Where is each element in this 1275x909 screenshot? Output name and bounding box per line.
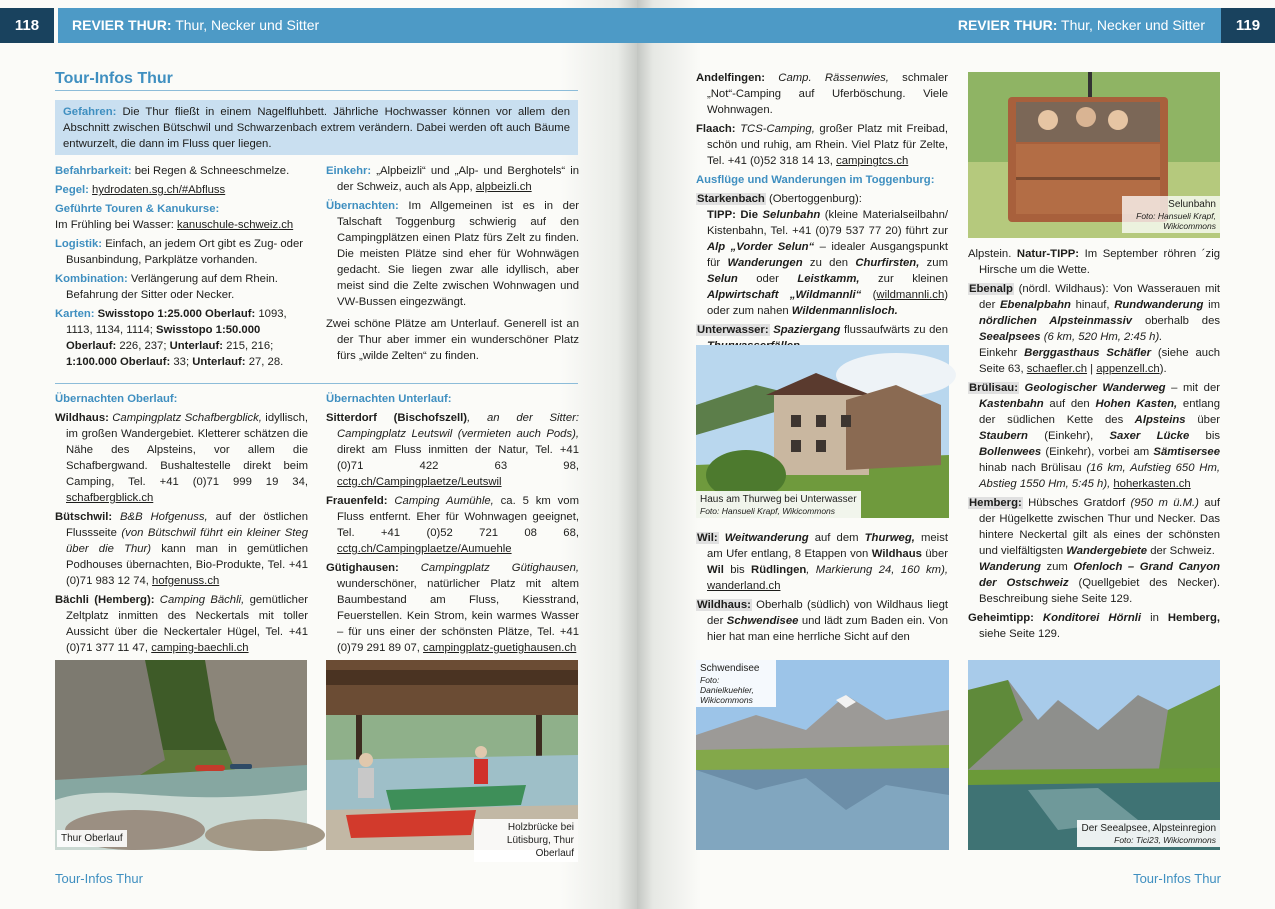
running-footer: Tour-Infos Thur <box>1133 871 1221 886</box>
aumuehle-link[interactable]: cctg.ch/Campingplaetze/Aumuehle <box>337 543 512 555</box>
hoherkasten-link[interactable]: hoherkasten.ch <box>1113 478 1191 490</box>
unterlauf-column: Übernachten Unterlauf: Sitterdorf (Bischofszell), an der Sitter: Campingplatz Leutswil (vermieten auch Pods), direkt am Fluss inmitten der Natur, Tel. +41 (0)71 422 63 98, cctg.ch/Campingplaetze/Leutswil Frauenfeld: Camping Aumühle, ca. 5 km vom Fluss entfernt. Eher für Wohnwagen geeignet, Tel. +41 (0)52 721 08 68, cctg.ch/Campingplaetze/Aumuehle Gütighausen: Campingplatz Gütighausen, wunderschöner, natürlicher Platz mit altem Baumbestand am Fluss, Kiesstrand, Feuerstellen. Kein Strom, kein warmes Wasser – für uns einer der schönsten Plätze, Tel. +41 (0)79 291 89 07, campingplatz-guetighausen.ch <box>326 393 580 654</box>
appenzell-link[interactable]: appenzell.ch <box>1096 363 1160 375</box>
wanderland-link[interactable]: wanderland.ch <box>707 580 781 592</box>
photo-schwendisee <box>696 660 949 850</box>
leutswil-link[interactable]: cctg.ch/Campingplaetze/Leutswil <box>337 476 502 488</box>
divider <box>55 90 578 91</box>
right-page <box>637 0 1275 909</box>
photo-caption: Haus am Thurweg bei Unterwasser Foto: Hansueli Krapf, Wikicommons <box>696 491 861 518</box>
running-footer: Tour-Infos Thur <box>55 871 143 886</box>
photo-caption: Thur Oberlauf <box>57 830 127 847</box>
alpbeizli-link[interactable]: alpbeizli.ch <box>475 181 532 193</box>
section-title: Tour-Infos Thur <box>55 70 173 87</box>
photo-seealpsee <box>968 660 1220 850</box>
oberlauf-column: Übernachten Oberlauf: Wildhaus: Campingplatz Schafbergblick, idyllisch, im großen Wandergebiet. Kletterer schätzen die Nähe des Alpsteins, vor allem die Schafbergwand. Bushaltestelle direkt beim Camping, Tel. +41 (0)71 999 19 34, schafbergblick.ch Bütschwil: B&B Hofgenuss, auf der östlichen Flussseite (von Bütschwil führt ein kleiner Steg über die Thur) kann man in gemütlichen Podhouses übernachten, Bio-Produkte, Tel. +41 (0)71 983 12 74, hofgenuss.ch Bächli (Hemberg): Camping Bächli, gemütlicher Zeltplatz inmitten des Neckertals mit toller Aussicht über die Neckertaler Hügel, Tel. +41 (0)71 377 11 47, camping-baechli.ch <box>55 393 309 654</box>
schafbergblick-link[interactable]: schafbergblick.ch <box>66 492 154 504</box>
campingtcs-link[interactable]: campingtcs.ch <box>836 155 909 167</box>
guetighausen-link[interactable]: campingplatz-guetighausen.ch <box>423 642 577 654</box>
excursions-column-1b: Wil: Weitwanderung auf dem Thurweg, meist am Ufer entlang, 8 Etappen von Wildhaus über Wil bis Rüdlingen, Markierung 24, 160 km), wanderland.ch Wildhaus: Oberhalb (südlich) von Wildhaus liegt der Schwendisee und lädt zum Baden ein. Von hier hat man eine herrliche Sicht auf den <box>697 532 949 643</box>
hofgenuss-link[interactable]: hofgenuss.ch <box>152 575 220 587</box>
baechli-link[interactable]: camping-baechli.ch <box>151 642 249 654</box>
divider <box>55 383 578 384</box>
excursions-column-1: Andelfingen: Camp. Rässenwies, schmaler „Not“-Camping auf Uferböschung. Viele Wohnwagen. Flaach: TCS-Camping, großer Platz mit Freibad, schön und ruhig, am Rhein. Viel Platz für Zelte, Tel. +41 (0)52 318 14 13, campingtcs.ch Ausflüge und Wanderungen im Toggenburg: Starkenbach (Obertoggenburg): TIPP: Die Selunbahn (kleine Materialseilbahn/ Kistenbahn, Tel. +41 (0)79 537 77 20) führt zur Alp „Vorder Selun“ – idealer Ausgangspunkt für Wanderungen zu den Churfirsten, zum Selun oder Leistkamm, zur kleinen Alpwirtschaft „Wildmannli“ (wildmannli.ch) oder zum nahen Wildenmannlisloch. Unterwasser: Spaziergang flussaufwärts zu den <box>696 72 949 336</box>
schaefler-link[interactable]: schaefler.ch <box>1026 363 1088 375</box>
page-number: 118 <box>0 8 54 43</box>
photo-caption: Schwendisee Foto: Danielkuehler, Wikicommons <box>696 660 776 707</box>
info-column-2: Einkehr: „Alpbeizli“ und „Alp- und Berghotels“ in der Schweiz, auch als App, alpbeizli.ch Übernachten: Im Allgemeinen ist es in der Talschaft Toggenburg schwierig auf den Campingplätzen einen Platz fürs Zelt zu finden. Die meisten Plätze sind eher für Wohnwägen gedacht. Sie liegen zwar alle idyllisch, aber meist sind die Zelte zwischen Wohnwagen und VW-Bussen eingezwängt. Zwei schöne Plätze am Unterlauf. Generell ist an der Thur aber immer ein wunderschöner Platz fürs „wilde Zelten“ zu finden. <box>326 165 579 362</box>
left-page <box>0 0 637 909</box>
warning-box: Gefahren: Die Thur fließt in einem Nagelfluhbett. Jährliche Hochwasser können vor allem den Abschnitt zwischen Bütschwil und Schwarzenbach extrem verändern. Dabei werden oft auch Bäume entwurzelt, die dann im Fluss quer liegen. <box>55 100 578 155</box>
page-number: 119 <box>1221 8 1275 43</box>
excursions-column-2: Alpstein. Natur-TIPP: Im September röhren ´zig Hirsche um die Wette. Ebenalp (nördl. Wildhaus): Von Wasserauen mit der Ebenalpbahn hinauf, Rundwanderung im nördlichen Alpsteinmassiv oberhalb des Seealpsees (6 km, 520 Hm, 2:45 h). Einkehr Berggasthaus Schäfler (siehe auch Seite 63, schaefler.ch | appenzell.ch). Brülisau: Geologischer Wanderweg – mit der Kastenbahn auf den Hohen Kasten, entlang der südlichen Kette des Alpsteins über Staubern (Einkehr), Saxer Lücke bis Bollenwees (Einkehr), vorbei am Sämtisersee hinab nach Brülisau (16 km, Aufstieg 650 Hm, Abstieg 1550 Hm, 5:45 h), hoherkasten.ch Hemberg: Hübsches Gratdorf (950 m ü.M.) auf der Hügelkette zwischen Thur und Necker. Das hintere Neckertal gilt als eines der schönsten und vielfältigsten Wandergebiete der Schweiz. Wanderung zum Ofenloch – Grand Canyon der Ostschweiz (Quellgebiet des Necker). Beschreibung siehe Seite 129. Geheimtipp: Konditorei Hörnli in Hemberg, siehe Seite 129. <box>968 248 1221 640</box>
photo-caption: Selunbahn Foto: Hansueli Krapf, Wikicommons <box>1122 196 1220 233</box>
info-column-1: Befahrbarkeit: bei Regen & Schneeschmelze. Pegel: hydrodaten.sg.ch/#Abfluss Geführte Touren & Kanukurse: Im Frühling bei Wasser: kanuschule-schweiz.ch Logistik: Einfach, an jedem Ort gibt es Zug- oder Busanbindung, Parkplätze vorhanden. Kombination: Verlängerung auf dem Rhein. Befahrung der Sitter oder Necker. Karten: Swisstopo 1:25.000 Oberlauf: 1093, 1113, 1134, 1114; Swisstopo 1:50.000 Oberlauf: 226, 237; Unterlauf: 215, 216; 1:100.000 Oberlauf: 33; Unterlauf: 27, 28. <box>55 165 304 368</box>
kanuschule-link[interactable]: kanuschule-schweiz.ch <box>177 219 294 231</box>
wildmannli-link[interactable]: wildmannli.ch <box>876 289 945 301</box>
photo-thur-oberlauf <box>55 660 307 850</box>
photo-selunbahn <box>968 72 1220 238</box>
pegel-link[interactable]: hydrodaten.sg.ch/#Abfluss <box>92 184 226 196</box>
photo-caption: Holzbrücke bei Lütisburg, Thur Oberlauf <box>474 819 578 862</box>
running-header: REVIER THUR: Thur, Necker und Sitter <box>58 8 637 43</box>
running-header: REVIER THUR: Thur, Necker und Sitter <box>637 8 1221 43</box>
photo-caption: Der Seealpsee, Alpsteinregion Foto: Tici23, Wikicommons <box>1077 820 1220 847</box>
photo-holzbruecke <box>326 660 578 859</box>
photo-haus-thurweg <box>696 345 949 518</box>
